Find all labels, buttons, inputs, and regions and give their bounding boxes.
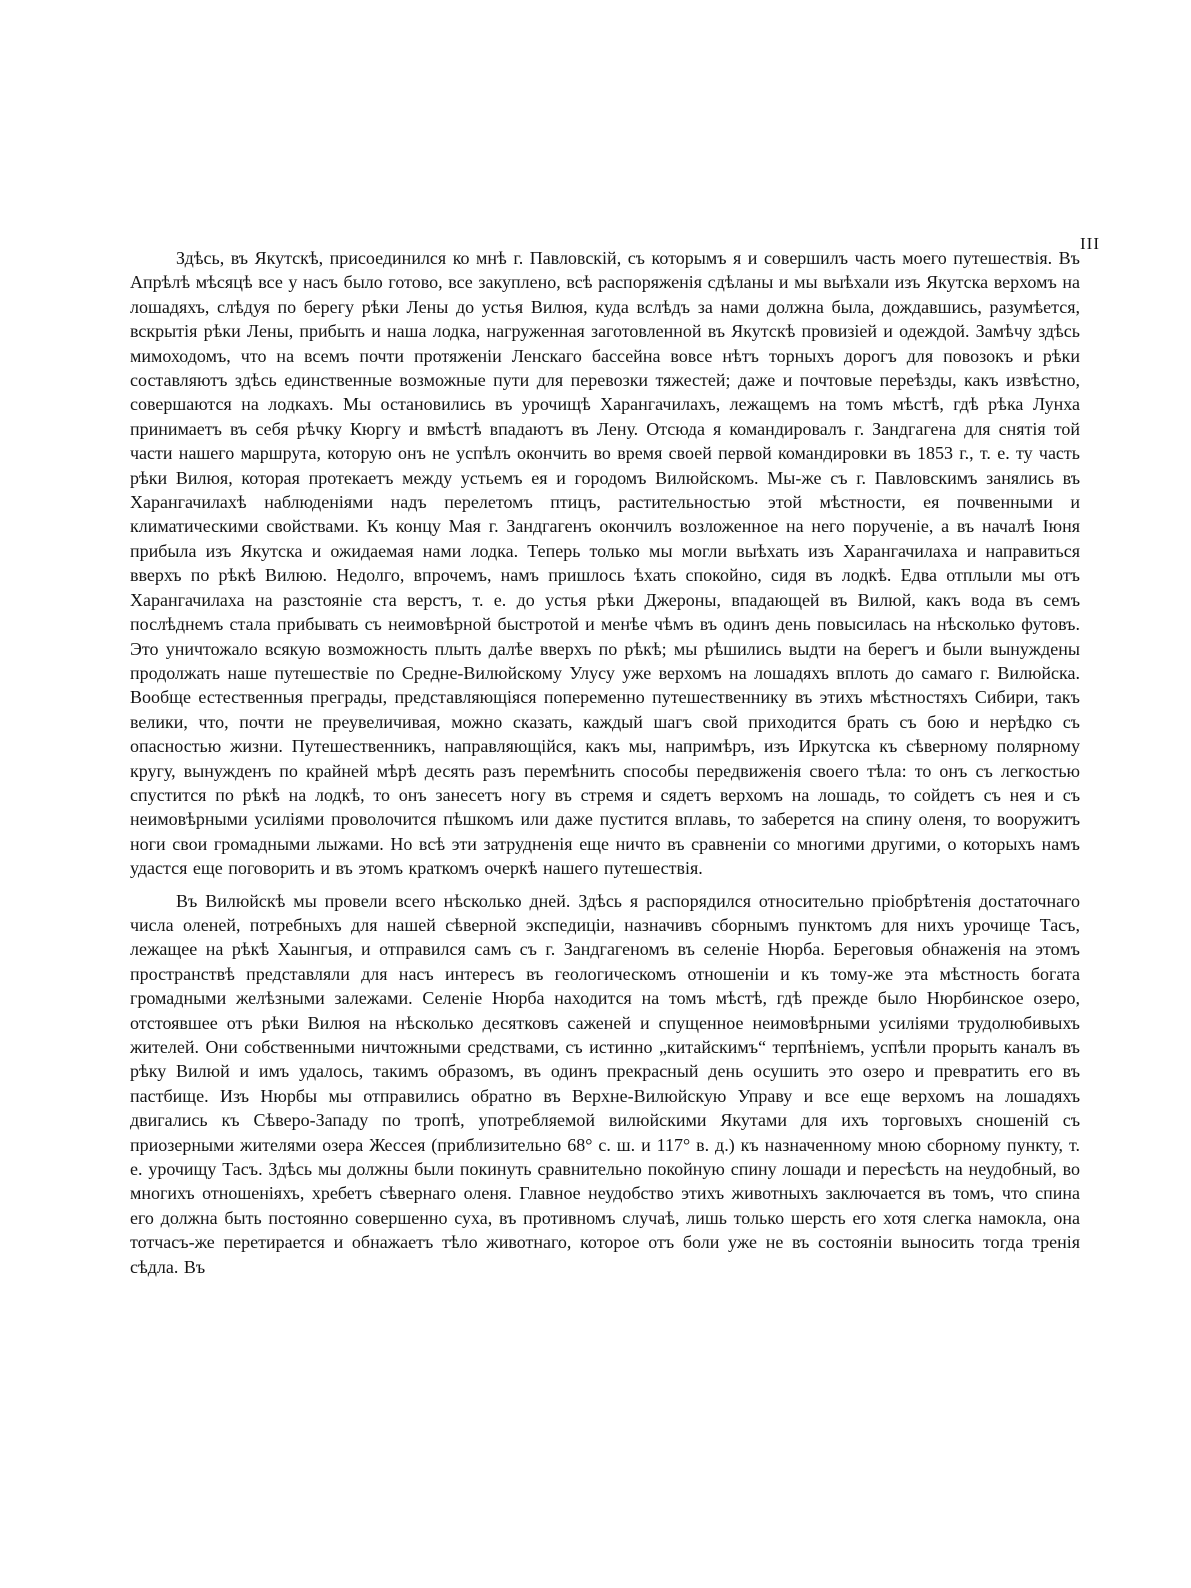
paragraph-2: Въ Вилюйскѣ мы провели всего нѣсколько дней. Здѣсь я распорядился относительно пріобрѣтенія достаточнаго числа оленей, потребныхъ для нашей сѣверной экспедиціи, назначивъ сборнымъ пунктомъ для нихъ урочище Тасъ, лежащее на рѣкѣ Хаынгыя, и отправился самъ съ г. Зандгагеномъ въ селеніе Нюрба. Береговыя обнаженія на этомъ пространствѣ представляли для насъ интересъ въ геологическомъ отношеніи и къ тому-же эта мѣстность богата громадными желѣзными залежами. Селеніе Нюрба находится на томъ мѣстѣ, гдѣ прежде было Нюрбинское озеро, отстоявшее отъ рѣки Вилюя на нѣсколько десятковъ саженей и спущенное неимовѣрными усиліями трудолюбивыхъ жителей. Они собственными ничтожными средствами, съ истинно „китайскимъ“ терпѣніемъ, успѣли прорыть каналъ въ рѣку Вилюй и имъ удалось, такимъ образомъ, въ одинъ прекрасный день осушить это озеро и превратить его въ пастбище. Изъ Нюрбы мы отправились обратно въ Верхне-Вилюйскую Управу и все еще верхомъ на лошадяхъ двигались къ Сѣверо-Западу по тропѣ, употребляемой вилюйскими Якутами для ихъ торговыхъ сношеній съ приозерными жителями озера Жессея (приблизительно 68° с. ш. и 117° в. д.) къ назначенному мною сборному пункту, т. е. урочищу Тасъ. Здѣсь мы должны были покинуть сравнительно покойную спину лошади и пересѣсть на неудобный, во многихъ отношеніяхъ, хребетъ сѣвернаго оленя. Главное неудобство этихъ животныхъ заключается въ томъ, что спина его должна быть постоянно совершенно суха, въ противномъ случаѣ, лишь только шерсть его хотя слегка намокла, она тотчасъ-же перетирается и обнажаетъ тѣло животнаго, которое отъ боли уже не въ состояніи выносить тогда тренія сѣдла. Въ [130,890,1080,1277]
page-number: III [1080,234,1100,253]
body-text [130,246,1080,1279]
paragraph-1: Здѣсь, въ Якутскѣ, присоединился ко мнѣ г. Павловскій, съ которымъ я и совершилъ часть моего путешествія. Въ Апрѣлѣ мѣсяцѣ все у насъ было готово, все закуплено, всѣ распоряженія сдѣланы и мы выѣхали изъ Якутска верхомъ на лошадяхъ, слѣдуя по берегу рѣки Лены до устья Вилюя, куда вслѣдъ за нами должна была, дождавшись, разумѣется, вскрытія рѣки Лены, прибыть и наша лодка, нагруженная заготовленной въ Якутскѣ провизіей и одеждой. Замѣчу здѣсь мимоходомъ, что на всемъ почти протяженіи Ленскаго бассейна вовсе нѣтъ торныхъ дорогъ для повозокъ и рѣки составляютъ здѣсь единственные возможные пути для перевозки тяжестей; даже и почтовые переѣзды, какъ извѣстно, совершаются на лодкахъ. Мы остановились въ урочищѣ Харангачилахъ, лежащемъ на томъ мѣстѣ, гдѣ рѣка Лунха принимаетъ въ себя рѣчку Кюргу и вмѣстѣ впадаютъ въ Лену. Отсюда я командировалъ г. Зандгагена для снятія той части нашего маршрута, которую онъ не успѣлъ окончить во время своей первой командировки въ 1853 г., т. е. ту часть рѣки Вилюя, которая протекаетъ между устьемъ ея и городомъ Вилюйскомъ. Мы-же съ г. Павловскимъ занялись въ Харангачилахѣ наблюденіями надъ перелетомъ птицъ, растительностью этой мѣстности, ея почвенными и климатическими свойствами. Къ концу Мая г. Зандгагенъ окончилъ возложенное на него порученіе, а въ началѣ Іюня прибыла изъ Якутска и ожидаемая нами лодка. Теперь только мы могли выѣхать изъ Харангачилаха и направиться вверхъ по рѣкѣ Вилюю. Недолго, впрочемъ, намъ пришлось ѣхать спокойно, сидя въ лодкѣ. Едва отплыли мы отъ Харангачилаха на разстояніе ста верстъ, т. е. до устья рѣки Джероны, впадающей въ Вилюй, какъ вода въ семъ послѣднемъ стала прибывать съ неимовѣрной быстротой и менѣе чѣмъ въ одинъ день повысилась на нѣсколько футовъ. Это уничтожало всякую возможность плыть далѣе вверхъ по рѣкѣ; мы рѣшились выдти на берегъ и были вынуждены продолжать наше путешествіе по Средне-Вилюйскому Улусу уже верхомъ на лошадяхъ вплоть до самаго г. Вилюйска. Вообще естественныя преграды, представляющіяся попеременно путешественнику въ этихъ мѣстностяхъ Сибири, такъ велики, что, почти не преувеличивая, можно сказать, каждый шагъ свой приходится брать съ бою и нерѣдко съ опасностью жизни. Путешественникъ, направляющійся, какъ мы, напримѣръ, изъ Иркутска къ сѣверному полярному кругу, вынужденъ по крайней мѣрѣ десять разъ перемѣнить способы передвиженія своего тѣла: то онъ съ легкостью спустится по рѣкѣ на лодкѣ, то онъ занесетъ ногу въ стремя и сядетъ верхомъ на лошадь, то сойдетъ съ нея и съ неимовѣрными усиліями проволочится пѣшкомъ или даже пустится вплавь, то заберется на спину оленя, то вооружитъ ноги свои громадными лыжами. Но всѣ эти затрудненія еще ничто въ сравненіи со многими другими, о которыхъ намъ удастся еще поговорить и въ этомъ краткомъ очеркѣ нашего путешествія. [130,248,1080,879]
